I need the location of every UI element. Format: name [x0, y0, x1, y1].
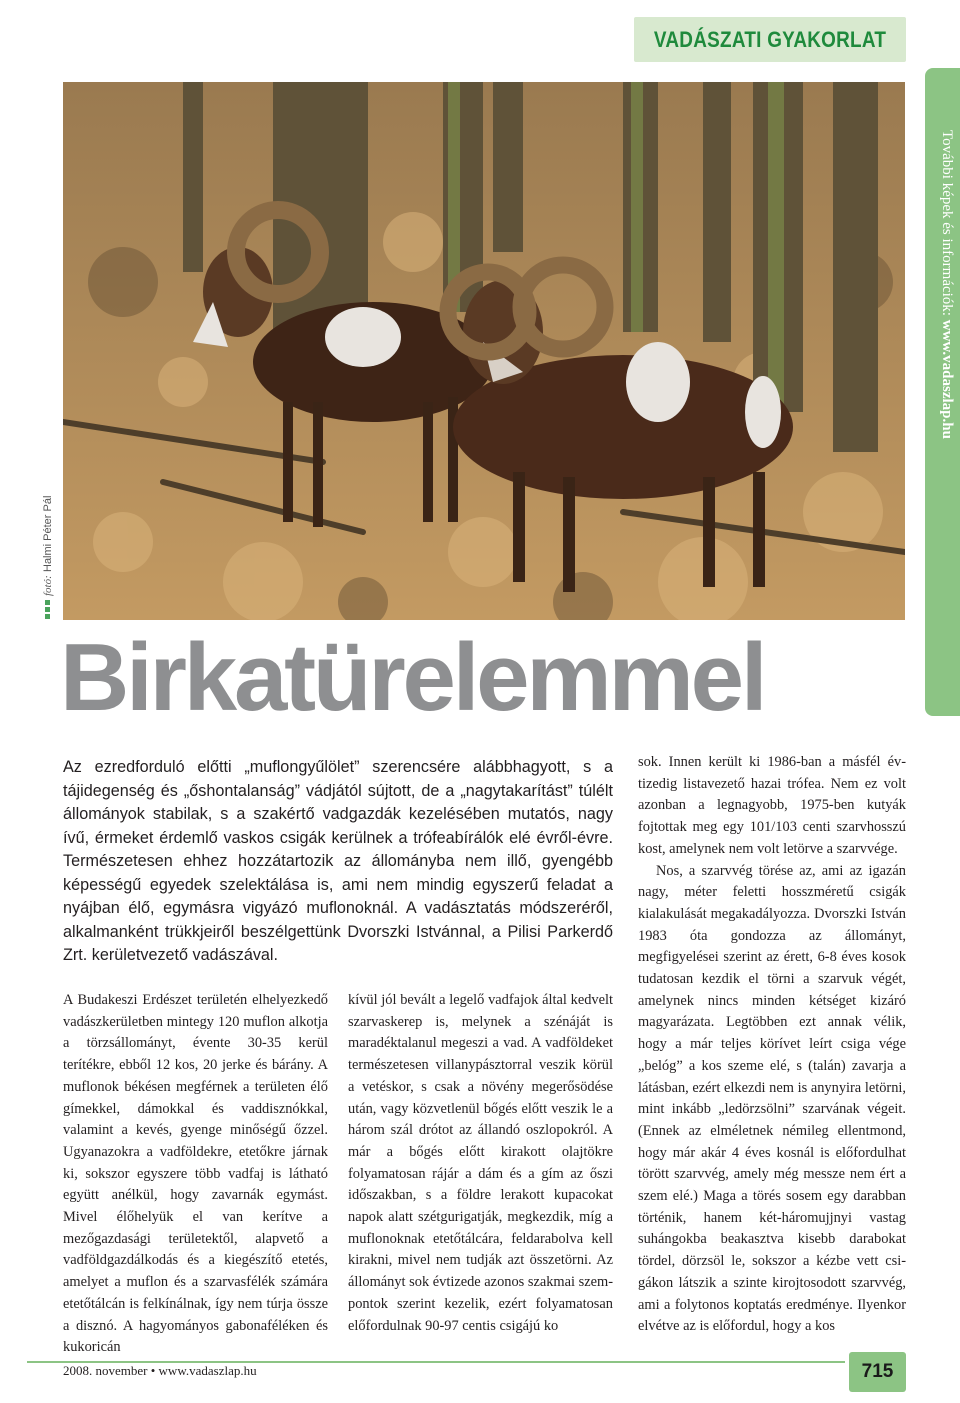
- body-column-1: [63, 990, 328, 1359]
- credit-marker-icon: [46, 607, 51, 612]
- body-paragraph: kívül jól bevált a legelő vadfajok által kedvelt szarvaskerep is, melynek a szénáját is maradéktalanul megeszi a vad. A vadföldeket természetesen villanypásztorral veszik körül a vetéskor, s csak a növény megerősödése után, vagy közvetlenül bőgés előtt veszik le a három szál drótot az állandó oszlopokról. A már a bőgés előtt kirakott olajtökre folyamatosan rájár a dám és a gím az őszi időszakban, s a földre lerakott kupacokat napok alatt szétgurigatják, megkezdik, míg a muflonoknak etetőtálcára, feldarabolva kell kirakni, mivel nem tudják azt összetörni. Az állományt sok évtizede azonos szakmai szempontok szerint kezelik, ezért folyamatosan előfordulnak 90-97 centis csigájú ko: [348, 992, 613, 1334]
- section-header-tab: [634, 17, 906, 62]
- article-title: Birkatürelemmel: [60, 624, 765, 731]
- photo-credit-label: fotó:: [42, 575, 54, 596]
- article-lead: Az ezredforduló előtti „muflongyűlölet” szerencsére alábbhagyott, s a tájidegenség és „őshontalanság” vádjától sújtott, de a „nagytakarítást” túlélt állományok stabilak, s a szakértő vadgazdák kezelésében mutatós, nagy ívű, érmeket érdemlő vaskos csigák kerülnek a trófeabírálók elé évről-évre. Természetesen ehhez hozzátartozik az állományba nem illő, gyengébb képességű egyedek szelektálása is, ami nem mindig egyszerű feladat a nyájban élő, egymásra vigyázó muflonoknál. A vadásztatás módszeréről, alkalmanként trükkjeiről beszélgettünk Dvorszki Istvánnal, a Pilisi Parkerdő Zrt. kerületvezető vadászával.: [63, 758, 613, 964]
- sidebar-info-text: További képek és információk:: [939, 130, 955, 316]
- body-paragraph: sok. Innen került ki 1986-ban a másfél évtizedig listavezető hazai trófea. Nem ez volt azonban a legnagyobb, 1975-ben kutyák fojtottak meg egy 101/103 centi szarvhosszú kost, amelynek nem volt letörve a szarvvége.: [638, 754, 906, 857]
- footer: [63, 1363, 257, 1379]
- sidebar-info: [931, 130, 955, 560]
- mufflon-photo-illustration: [63, 82, 905, 620]
- sidebar-url-link[interactable]: www.vadaszlap.hu: [939, 319, 955, 439]
- body-column-2: [348, 990, 613, 1337]
- page-number: 715: [849, 1352, 906, 1392]
- footer-issue: 2008. november: [63, 1363, 148, 1378]
- body-column-3: [638, 752, 906, 1338]
- credit-marker-icon: [46, 600, 51, 605]
- photo-credit: [38, 490, 58, 620]
- footer-bullet: •: [150, 1363, 156, 1378]
- section-title: VADÁSZATI GYAKORLAT: [653, 26, 887, 52]
- photo-credit-name: Halmi Péter Pál: [42, 495, 54, 573]
- credit-marker-icon: [46, 614, 51, 619]
- body-paragraph: Nos, a szarvvég törése az, ami az igazán nagy, méter feletti hosszméretű csigák kialakulását megakadályozza. Dvorszki István 1983 óta gondozza az állományt, megfigyelései szerint az érett, 6-8 éves kosok tudatosan kezdik el törni a szarvuk végét, amelynek nincs minden kétséget kizáró magyarázata. Legtöbben ezt annak vélik, hogy a már teljes körívet leírt csiga vége „belóg” a kos szeme elé, s (talán) zavarja a látásban, ezért elkezdi nem is anynyira letörni, mint inkább „ledörzsölni” szarvának végeit. (Ennek az elméletnek némileg ellentmond, hogy már akár 4 éves kosnál is előfordulhat törött szarvvég, amely még messze nem ért a szem elé.) Maga a törés sosem egy darabban történik, hanem két-háromujjnyi vastag suhángokba beakasztva kisebb darabokat tördel, dörzsöl le, sokszor a kézbe vett csigákon látszik a szinte kirojtosodott szarvvég, ami a folytonos koptatás eredménye. Ilyenkor elvétve az is előfordul, hogy a kos: [638, 862, 906, 1335]
- footer-site-link[interactable]: www.vadaszlap.hu: [158, 1363, 257, 1378]
- article-photo: [63, 82, 905, 620]
- body-paragraph: A Budakeszi Erdészet területén elhelyezkedő vadászkerületben mintegy 120 muflon alkotja a törzsállományt, évente 30-35 kerül terítékre, ebből 12 kos, 20 jerke és bárány. A muflonok békésen megférnek a területen élő gímekkel, dámokkal és vaddisznókkal, valamint a kevés, gyenge minőségű őzzel. Ugyanazokra a vadföldekre, etetőkre járnak ki, sokszor egyszere több vadfaj is látható együtt anélkül, hogy zavarnák egymást. Mivel élőhelyük el van kerítve a mezőgazdasági területektől, alapvető a vadföldgazdálkodás és a kiegészítő etetés, amelyet a muflon és a szarvasfélék számára etetőtálcán is felkínálnak, így nem túrja össze a disznó. A hagyományos gabonaféléken és kukoricán: [63, 992, 328, 1356]
